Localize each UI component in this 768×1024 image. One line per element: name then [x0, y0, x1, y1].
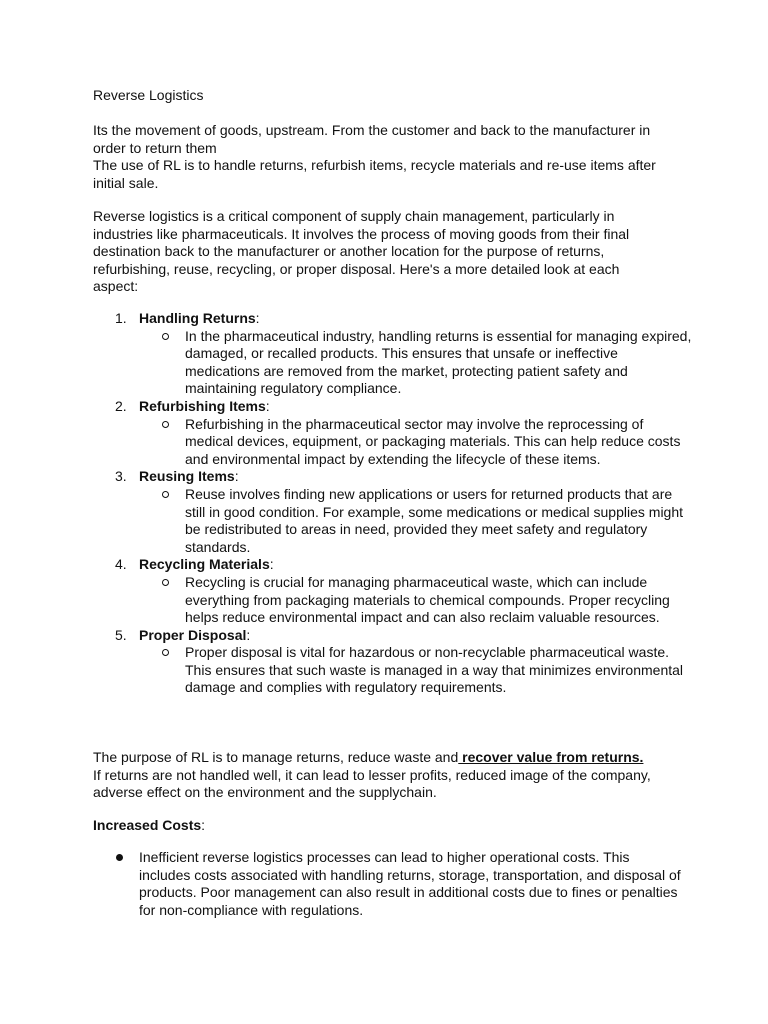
- aspect-number: 2.: [115, 397, 127, 414]
- intro-block: [93, 122, 683, 192]
- aspect-heading-colon: :: [246, 626, 251, 643]
- costs-heading-colon: :: [201, 817, 206, 833]
- aspect-details: [139, 486, 693, 556]
- purpose-emphasis: recover value from returns.: [458, 749, 644, 765]
- aspect-detail: [139, 574, 693, 627]
- costs-list: [93, 849, 683, 919]
- hollow-bullet-icon: [162, 333, 169, 340]
- hollow-bullet-icon: [162, 421, 169, 428]
- aspect-details: [139, 416, 693, 469]
- overview-paragraph: Reverse logistics is a critical component of supply chain management, particularly in industries like pharmaceuticals. It involves the process of moving goods from their final destination back to the manufacturer or another location for the purpose of returns, refurbishing, reuse, recycling, or proper disposal. Here's a more detailed look at each aspect:: [93, 208, 630, 295]
- aspect-details: [139, 328, 693, 398]
- purpose-rest: If returns are not handled well, it can lead to lesser profits, reduced image of the company, adverse effect on the environment and the supplychain.: [93, 766, 651, 801]
- aspect-heading: [139, 310, 693, 328]
- aspect-heading: [139, 627, 693, 645]
- aspect-heading-colon: :: [265, 397, 270, 414]
- aspect-heading-text: Handling Returns: [139, 310, 256, 326]
- aspect-heading-text: Refurbishing Items: [139, 397, 266, 414]
- purpose-text: The purpose of RL is to manage returns, reduce waste and: [93, 749, 459, 765]
- aspect-item: [93, 468, 693, 556]
- aspect-detail-text: In the pharmaceutical industry, handling returns is essential for managing expired, damaged, or recalled products. This ensures that unsafe or ineffective medications are removed from the market, protecting patient safety and maintaining regulatory compliance.: [185, 327, 692, 397]
- aspect-heading: [139, 398, 693, 416]
- costs-heading-text: Increased Costs: [93, 817, 202, 833]
- intro-line: The use of RL is to handle returns, refurbish items, recycle materials and re-use items after initial sale.: [93, 157, 656, 191]
- aspects-list: [93, 310, 693, 697]
- hollow-bullet-icon: [162, 579, 169, 586]
- aspect-detail-text: Proper disposal is vital for hazardous or non-recyclable pharmaceutical waste. This ensures that such waste is managed in a way that minimizes environmental damage and complies with regulatory requirements.: [185, 644, 684, 696]
- aspect-number: 4.: [115, 556, 127, 573]
- aspect-detail: [139, 644, 693, 697]
- aspect-heading: [139, 556, 693, 574]
- aspect-details: [139, 574, 693, 627]
- aspect-detail-text: Recycling is crucial for managing pharmaceutical waste, which can include everything from packaging materials to chemical compounds. Proper recycling helps reduce environmental impact and can also reclaim valuable resources.: [185, 573, 670, 626]
- aspect-heading-text: Proper Disposal: [139, 626, 247, 643]
- aspect-detail: [139, 416, 693, 469]
- aspect-number: 3.: [115, 468, 127, 485]
- purpose-line: [93, 749, 673, 767]
- hollow-bullet-icon: [162, 649, 169, 656]
- aspect-detail: [139, 328, 693, 398]
- aspect-heading: [139, 468, 693, 486]
- aspect-detail-text: Refurbishing in the pharmaceutical sector may involve the reprocessing of medical devices, equipment, or packaging materials. This can help reduce costs and environmental impact by extending the lifecycle of these items.: [185, 415, 681, 467]
- aspect-item: [93, 398, 693, 468]
- aspect-detail: [139, 486, 693, 556]
- aspect-heading-colon: :: [234, 468, 239, 485]
- document-title: Reverse Logistics: [93, 87, 204, 103]
- hollow-bullet-icon: [162, 491, 169, 498]
- aspect-heading-colon: :: [255, 310, 260, 326]
- costs-heading: [93, 817, 683, 835]
- cost-bullet: [93, 849, 683, 919]
- aspect-number: 1.: [115, 310, 127, 326]
- aspect-heading-text: Reusing Items: [139, 468, 235, 485]
- aspect-number: 5.: [115, 626, 127, 643]
- bullet-dot-icon: [116, 854, 123, 861]
- aspect-details: [139, 644, 693, 697]
- aspect-item: [93, 627, 693, 697]
- aspect-heading-text: Recycling Materials: [139, 556, 270, 573]
- cost-bullet-text: Inefficient reverse logistics processes can lead to higher operational costs. This includes costs associated with handling returns, storage, transportation, and disposal of products. Poor management can also result in additional costs due to fines or penalties for non-compliance with regulations.: [139, 849, 681, 918]
- aspect-detail-text: Reuse involves finding new applications or users for returned products that are still in good condition. For example, some medications or medical supplies might be redistributed to areas in need, provided they meet safety and regulatory standards.: [185, 485, 684, 555]
- aspect-heading-colon: :: [269, 556, 274, 573]
- aspect-item: [93, 310, 693, 398]
- aspect-item: [93, 556, 693, 626]
- purpose-block: [93, 749, 673, 802]
- intro-line: Its the movement of goods, upstream. From the customer and back to the manufacturer in order to return them: [93, 122, 651, 156]
